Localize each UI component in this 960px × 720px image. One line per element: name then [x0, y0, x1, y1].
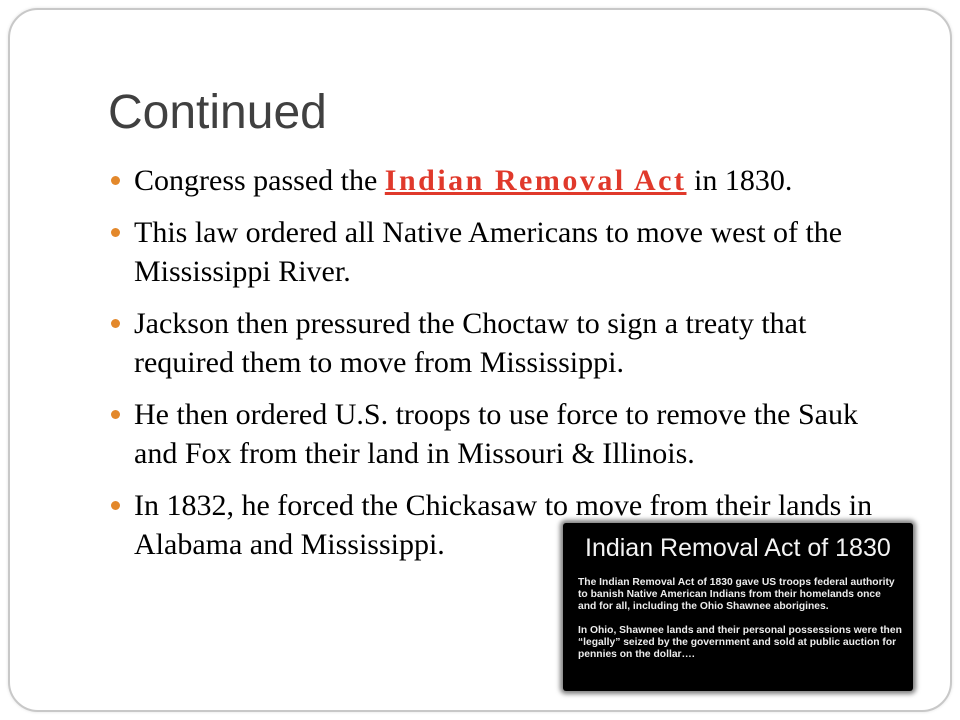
image-paragraph	[578, 625, 902, 661]
image-body	[578, 577, 902, 673]
bullet-text: In 1832, he forced the Chickasaw to move from their lands in Alabama and Mississippi.	[134, 489, 873, 561]
indian-removal-act-image	[563, 523, 913, 691]
image-text-line: In Ohio, Shawnee lands and their personal possessions were then	[578, 625, 902, 636]
slide-title: Continued	[108, 86, 327, 139]
image-text-line: pennies on the dollar….	[578, 649, 695, 660]
bullet-item	[134, 304, 894, 382]
image-text-line: to banish Native American Indians from their homelands once	[578, 589, 881, 600]
image-text-line: and for all, including the Ohio Shawnee aborigines.	[578, 601, 829, 612]
image-paragraph	[578, 577, 902, 613]
bullet-list	[134, 161, 894, 577]
image-title: Indian Removal Act of 1830	[585, 534, 891, 562]
bullet-dot-icon	[111, 228, 120, 237]
image-text-line: “legally” seized by the government and sold at public auction for	[578, 637, 897, 648]
indian-removal-act-link[interactable]: Indian Removal Act	[384, 164, 687, 197]
bullet-text: in 1830.	[693, 164, 793, 197]
bullet-dot-icon	[111, 319, 120, 328]
bullet-text: This law ordered all Native Americans to move west of the Mississippi River.	[134, 216, 843, 288]
bullet-dot-icon	[111, 410, 120, 419]
image-text-line: The Indian Removal Act of 1830 gave US troops federal authority	[578, 577, 895, 588]
bullet-dot-icon	[111, 176, 120, 185]
bullet-text: Congress passed the	[134, 164, 378, 197]
bullet-text: Jackson then pressured the Choctaw to sign a treaty that required them to move from Mississippi.	[134, 307, 807, 379]
bullet-item	[134, 395, 894, 473]
bullet-item	[134, 213, 894, 291]
bullet-dot-icon	[111, 501, 120, 510]
bullet-text: He then ordered U.S. troops to use force to remove the Sauk and Fox from their land in Missouri & Illinois.	[134, 398, 858, 470]
bullet-item	[134, 161, 894, 200]
